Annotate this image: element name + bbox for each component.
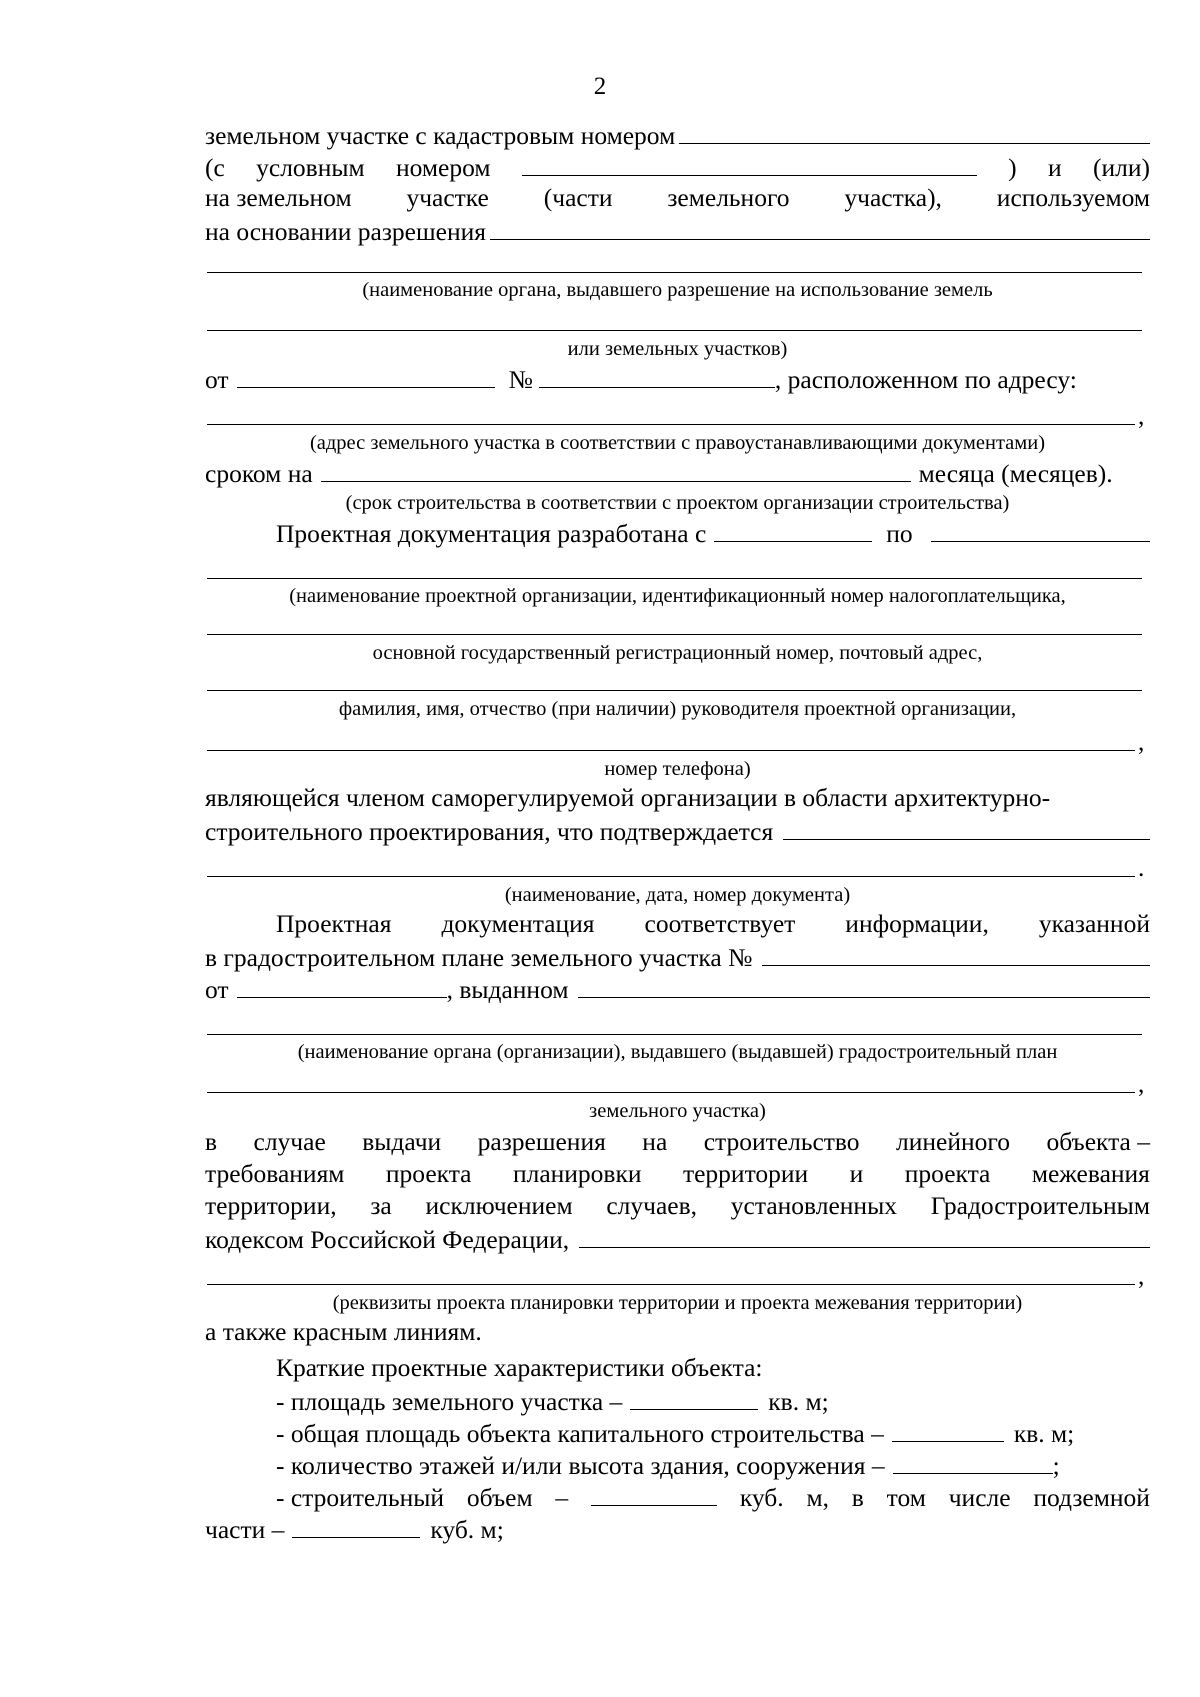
design-org-field-3[interactable] <box>207 690 1142 691</box>
permit-number-field[interactable] <box>539 362 775 388</box>
design-end-field[interactable] <box>931 516 1150 542</box>
land-plot-line: на земельном участке (части земельного участка), используемом <box>205 183 1150 212</box>
sro-confirmation-field[interactable] <box>783 814 1150 840</box>
linear-object-line-1: в случае выдачи разрешения на строительство линейного объекта – <box>205 1127 1150 1156</box>
total-area-field[interactable] <box>892 1416 1004 1442</box>
permit-organ-field-1[interactable] <box>207 272 1142 273</box>
caption-organ-1: (наименование органа, выдавшего разрешение на использование земель <box>362 279 993 301</box>
floors-line: - количество этажей и/или высота здания, сооружения – ; <box>276 1448 1150 1480</box>
plot-area-line: - площадь земельного участка – кв. м; <box>276 1384 1150 1416</box>
term-field[interactable] <box>321 456 911 482</box>
gpzu-organ-field-2[interactable] <box>207 1092 1135 1093</box>
sro-member-line-1: являющейся членом саморегулируемой организации в области архитектурно- <box>205 783 1051 812</box>
caption-address: (адрес земельного участка в соответствии с правоустанавливающими документами) <box>309 432 1046 454</box>
caption-design-org-3: фамилия, имя, отчество (при наличии) руководителя проектной организации, <box>338 698 1017 720</box>
design-org-field-4[interactable] <box>207 750 1135 751</box>
caption-design-org-1: (наименование проектной организации, идентификационный номер налогоплательщика, <box>289 585 1066 607</box>
caption-document: (наименование, дата, номер документа) <box>504 884 851 906</box>
sro-member-line-2: строительного проектирования, что подтверждается <box>205 814 1150 846</box>
total-area-line: - общая площадь объекта капитального строительства – кв. м; <box>276 1416 1150 1448</box>
term-line: сроком на месяца (месяцев). <box>205 456 1150 488</box>
volume-line: - строительный объем – куб. м, в том числе подземной <box>276 1480 1150 1512</box>
plot-area-field[interactable] <box>630 1384 758 1410</box>
planning-project-field-2[interactable] <box>207 1284 1135 1285</box>
linear-object-line-3: территории, за исключением случаев, установленных Градостроительным <box>205 1191 1150 1220</box>
gpzu-issuer-field[interactable] <box>578 972 1150 998</box>
underground-volume-field[interactable] <box>292 1512 420 1538</box>
volume-field[interactable] <box>591 1480 717 1506</box>
document-page: 2 земельном участке с кадастровым номером (с условным номером ) и (или) на земельном участке (части земельного участка), используемом на основании разрешения (наименование органа, выдавшего разрешение на использование земель или земельных участков) от № , расположенном по адресу: , (адрес земельного участка в соответствии с правоустанавливающими документами) сроком на месяца (месяцев). (срок строительства в соответствии с проектом организации строительства) Проектная документация разработана с по (наименование проектной организации, идентификационный номер налогоплательщика, основной государственный регистрационный номер, почтовый адрес, фамилия, имя, отчество (при наличии) руководителя проектной организации, , номер телефона) являющейся членом саморегулируемой организации в области архитектурно- строительного проектирования, что подтверждается . (наименование, дата, номер документа) Проектная документация соответствует информации, указанной в градостроительном плане земельного участка № от , выданном (наименование органа (организации), выдавшего (выдавшей) градостроительный план , земельного участка) в случае выдачи разрешения на строительство линейного объекта – требованиям проекта планировки территории и проекта межевания территории, за исключением случаев, установленных Градостроительным кодексом Российской Федерации, , (реквизиты проекта планировки территории и проекта межевания территории) а также красным линиям. Краткие проектные характеристики объекта: - площадь земельного участка – кв. м; - общая площадь объекта капитального строительства – кв. м; - количество этажей и/или высота здания, сооружения – ; - строительный объем – куб. м, в том числе подземной части – куб. м; <box>0 0 1200 1697</box>
caption-design-org-4: номер телефона) <box>604 758 751 780</box>
red-lines-text: а также красным линиям. <box>205 1317 482 1346</box>
gpzu-date-field[interactable] <box>237 972 447 998</box>
gpzu-number-field[interactable] <box>762 940 1150 966</box>
permit-date-line: от № , расположенном по адресу: <box>205 362 1150 394</box>
floors-height-field[interactable] <box>893 1448 1053 1474</box>
design-org-field-1[interactable] <box>207 578 1142 579</box>
caption-design-org-2: основной государственный регистрационный номер, почтовый адрес, <box>372 642 983 664</box>
address-field[interactable] <box>207 424 1135 425</box>
compliance-line: Проектная документация соответствует информации, указанной <box>276 909 1150 938</box>
conditional-number-line: (с условным номером ) и (или) <box>205 150 1150 182</box>
caption-organ-2: или земельных участков) <box>567 338 788 360</box>
permit-date-field[interactable] <box>237 362 495 388</box>
page-number: 2 <box>593 73 607 100</box>
linear-object-line-4: кодексом Российской Федерации, <box>205 1222 1150 1254</box>
caption-gp-1: (наименование органа (организации), выдавшего (выдавшей) градостроительный план <box>297 1041 1058 1063</box>
design-start-field[interactable] <box>714 516 872 542</box>
permit-basis-line: на основании разрешения <box>205 214 1150 246</box>
gpzu-line: в градостроительном плане земельного участка № <box>205 940 1150 972</box>
underground-volume-line: части – куб. м; <box>205 1512 1150 1544</box>
cadastral-number-field[interactable] <box>679 118 1150 144</box>
caption-gp-2: земельного участка) <box>589 1100 766 1122</box>
design-dates-line: Проектная документация разработана с по <box>276 516 1150 548</box>
planning-project-field[interactable] <box>579 1222 1150 1248</box>
design-org-field-2[interactable] <box>207 634 1142 635</box>
cadastral-number-line: земельном участке с кадастровым номером <box>205 118 1150 150</box>
conditional-number-field[interactable] <box>522 150 977 176</box>
gpzu-organ-field-1[interactable] <box>207 1034 1142 1035</box>
brief-characteristics-heading: Краткие проектные характеристики объекта: <box>276 1353 763 1382</box>
caption-requisites: (реквизиты проекта планировки территории и проекта межевания территории) <box>332 1292 1023 1314</box>
sro-document-field[interactable] <box>207 876 1135 877</box>
permit-organ-field-2[interactable] <box>207 330 1142 331</box>
caption-term: (срок строительства в соответствии с проектом организации строительства) <box>345 492 1010 514</box>
linear-object-line-2: требованиям проекта планировки территории и проекта межевания <box>205 1159 1150 1188</box>
permit-basis-field[interactable] <box>490 214 1150 240</box>
gpzu-date-line: от , выданном <box>205 972 1150 1004</box>
